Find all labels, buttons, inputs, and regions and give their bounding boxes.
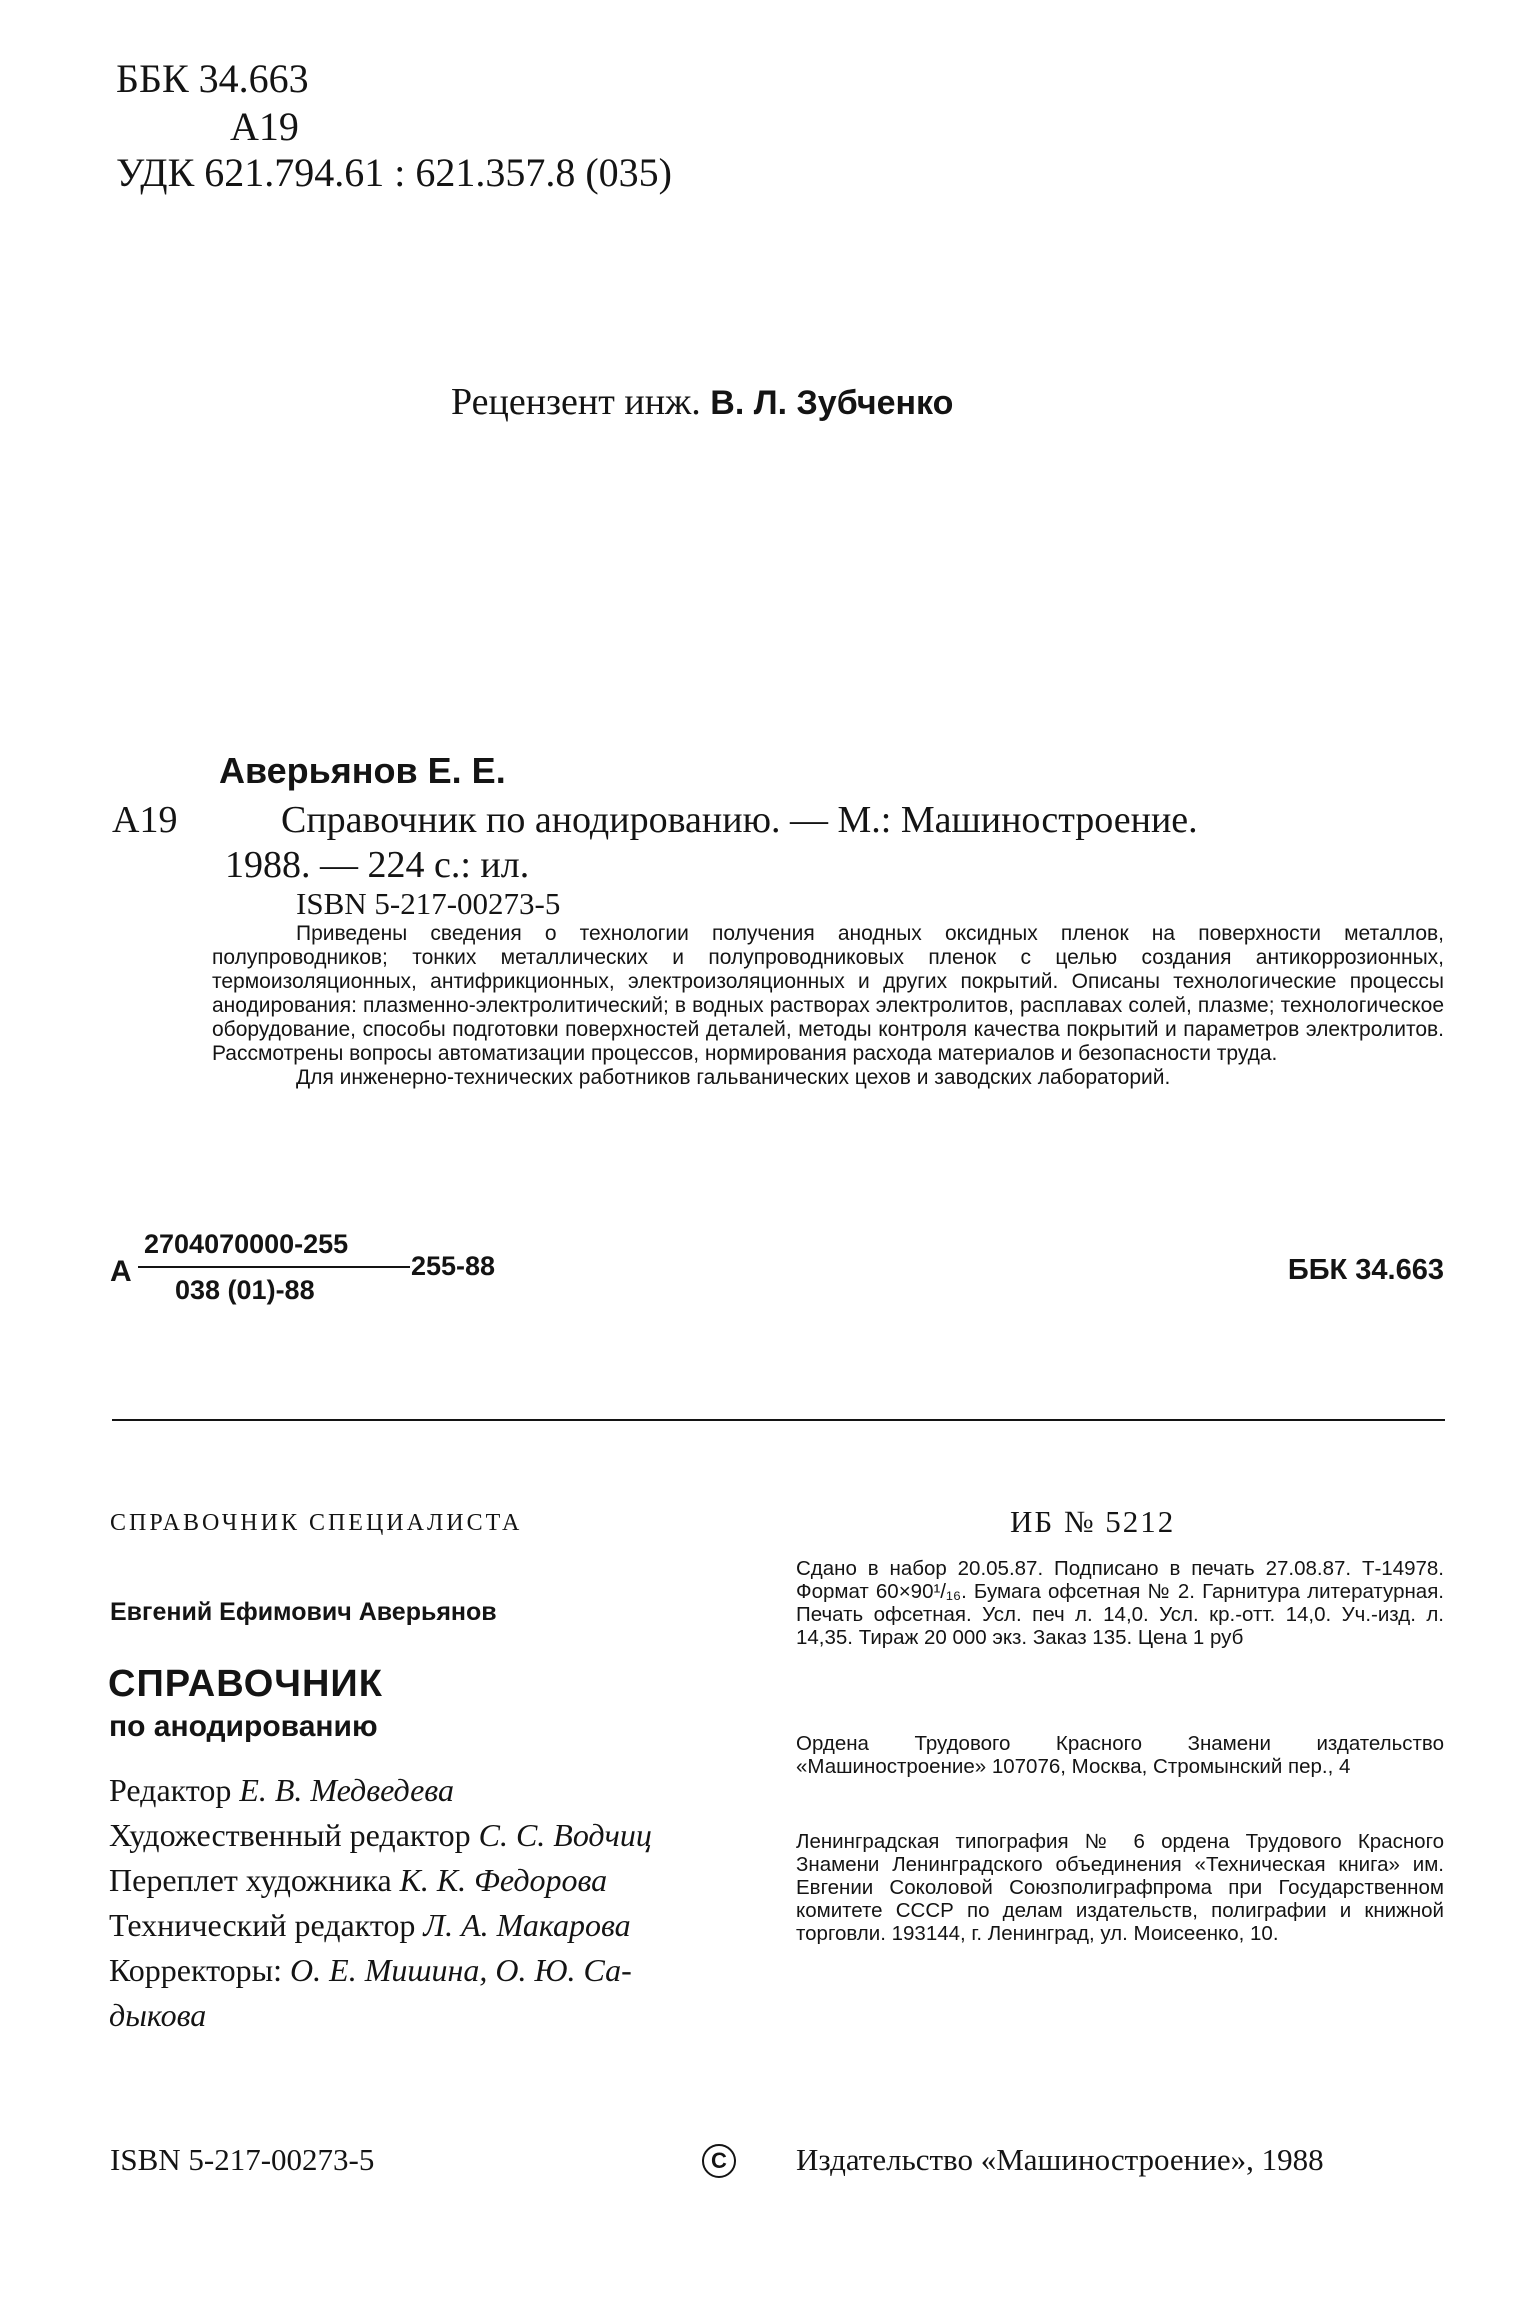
abstract-paragraph-1: Приведены сведения о технологии получения анодных оксидных пленок на поверхности металлов, полупроводников; тонких металлических и полупроводниковых пленок с целью создания антикоррозионных, термоизоляционных, антифрикционных, электроизоляционных и других покрытий. Описаны технологические процессы анодирования: плазменно-электролитический; в водных растворах электролитов, расплавах солей, плазме; технологическое оборудование, способы подготовки поверхностей деталей, методы контроля качества покрытий и параметров электролитов. Рассмотрены вопросы автоматизации процессов, нормирования расхода материалов и безопасности труда. — [212, 922, 1444, 1065]
printer-info — [796, 1830, 1444, 1945]
book-author: Евгений Ефимович Аверьянов — [110, 1598, 497, 1626]
fraction-bar — [138, 1266, 410, 1268]
abstract — [212, 922, 1444, 1090]
publisher-info-text: Ордена Трудового Красного Знамени издательство «Машиностроение» 107076, Москва, Стромынский пер., 4 — [796, 1732, 1444, 1778]
credit-tech-editor — [109, 1903, 749, 1948]
credit-cover-label: Переплет художника — [109, 1862, 392, 1898]
credit-art-editor — [109, 1813, 749, 1858]
bbk-index: ББК 34.663 — [116, 56, 309, 101]
ib-number: ИБ № 5212 — [1010, 1504, 1176, 1539]
separator-line — [112, 1419, 1445, 1421]
copyright-symbol: C — [711, 2148, 727, 2173]
print-info — [796, 1557, 1444, 1649]
reviewer-line — [451, 380, 953, 424]
credit-correctors-names: О. Е. Мишина, О. Ю. Са- — [290, 1952, 632, 1988]
credit-tech-editor-name: Л. А. Макарова — [423, 1907, 631, 1943]
credit-editor-label: Редактор — [109, 1772, 232, 1808]
credit-correctors-continued: дыкова — [109, 1997, 207, 2033]
credit-editor-name: Е. В. Медведева — [239, 1772, 454, 1808]
bib-title-line-2: 1988. — 224 с.: ил. — [225, 844, 530, 886]
code-letter: А — [110, 1255, 132, 1288]
code-numerator: 2704070000-255 — [144, 1229, 349, 1259]
credit-art-editor-label: Художественный редактор — [109, 1817, 471, 1853]
code-suffix: 255-88 — [411, 1251, 496, 1281]
credits — [109, 1768, 749, 2038]
bib-title-line-1: Справочник по анодированию. — М.: Машиностроение. — [281, 799, 1198, 841]
author-code: А19 — [230, 104, 299, 149]
book-subtitle: по анодированию — [109, 1710, 378, 1743]
bib-isbn: ISBN 5-217-00273-5 — [296, 886, 561, 921]
credit-cover — [109, 1858, 749, 1903]
reviewer-label: Рецензент инж. — [451, 381, 701, 423]
abstract-paragraph-2: Для инженерно-технических работников гальванических цехов и заводских лабораторий. — [296, 1066, 1171, 1089]
credit-correctors — [109, 1948, 749, 1993]
series-title: СПРАВОЧНИК СПЕЦИАЛИСТА — [110, 1510, 523, 1536]
udk-index: УДК 621.794.61 : 621.357.8 (035) — [116, 150, 672, 195]
credit-cover-name: К. К. Федорова — [399, 1862, 608, 1898]
print-info-text: Сдано в набор 20.05.87. Подписано в печать 27.08.87. Т-14978. Формат 60×90¹/₁₆. Бумага офсетная № 2. Гарнитура литературная. Печать офсетная. Усл. печ л. 14,0. Усл. кр.-отт. 14,0. Уч.-изд. л. 14,35. Тираж 20 000 экз. Заказ 135. Цена 1 руб — [796, 1557, 1444, 1649]
code-bbk: ББК 34.663 — [1287, 1254, 1444, 1286]
code-denominator: 038 (01)-88 — [175, 1275, 315, 1305]
reviewer-name: В. Л. Зубченко — [710, 384, 954, 422]
book-title: СПРАВОЧНИК — [108, 1663, 383, 1705]
bib-code: А19 — [112, 799, 178, 841]
credit-correctors-label: Корректоры: — [109, 1952, 283, 1988]
footer-copyright: Издательство «Машиностроение», 1988 — [796, 2142, 1324, 2177]
printer-info-text: Ленинградская типография № 6 ордена Трудового Красного Знамени Ленинградского объединения «Техническая книга» им. Евгении Соколовой Союзполиграфпрома при Государственном комитете СССР по делам издательств, полиграфии и книжной торговли. 193144, г. Ленинград, ул. Моисеенко, 10. — [796, 1830, 1444, 1945]
credit-art-editor-name: С. С. Водчиц — [478, 1817, 652, 1853]
credit-tech-editor-label: Технический редактор — [109, 1907, 416, 1943]
bib-author: Аверьянов Е. Е. — [219, 750, 506, 791]
footer-isbn: ISBN 5-217-00273-5 — [110, 2142, 375, 2177]
credit-editor — [109, 1768, 749, 1813]
publisher-info — [796, 1732, 1444, 1778]
copyright-icon — [702, 2144, 736, 2178]
